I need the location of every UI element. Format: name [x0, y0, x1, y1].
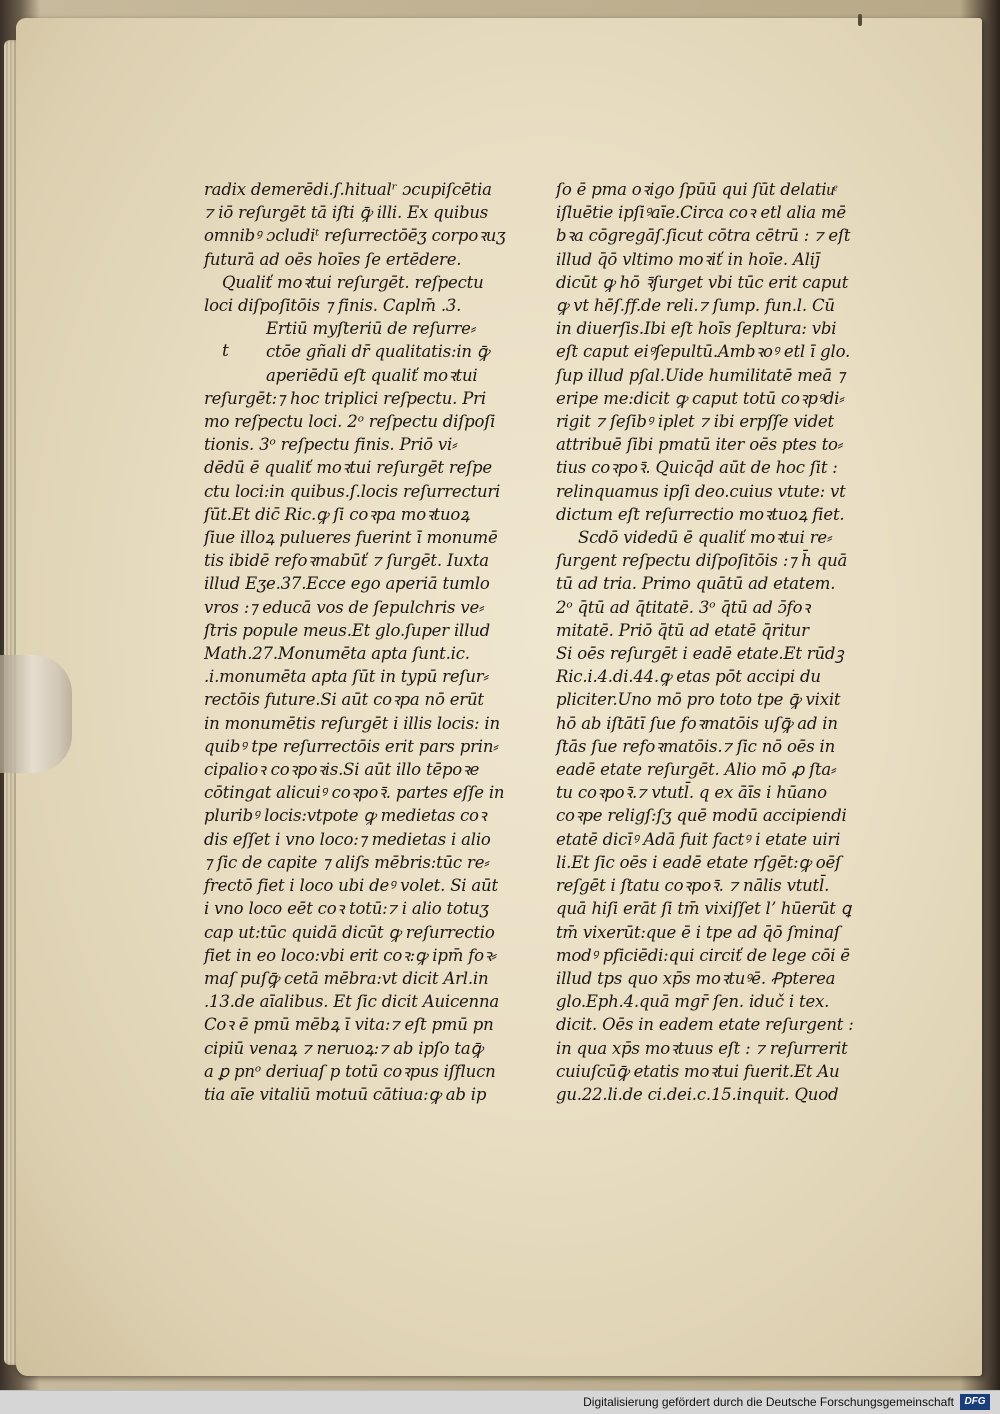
text-line: radix demerēdi.ſ.hitualʳ ɔcupiſcētia — [204, 180, 492, 199]
text-line: a ꝑ pnᵒ deriuaſ p totū coꝛpus iſflucn — [204, 1061, 496, 1081]
text-line: ⁊ ſic de capite ⁊ aliſs mēbris:tūc re⸗ — [204, 852, 490, 872]
text-line: frectō fiet i loco ubi deꝰ volet. Si aūt — [204, 876, 498, 896]
text-line: attribuē ſibi pmatū iter oēs ptes to⸗ — [556, 435, 844, 455]
text-line: aperiēdū eſt qualiť moꝛtui — [266, 365, 478, 385]
initial-letter: t — [222, 341, 229, 361]
text-line: ſo ē pma oꝛigo ſpūū qui ſūt delatiuͤ — [556, 180, 835, 199]
text-line: tius coꝛpoꝛ̄. Quicq̄d aūt de hoc ſit : — [556, 458, 838, 478]
text-line: dēdū ē qualiť moꝛtui reſurgēt reſpe — [204, 458, 492, 478]
text-line: ſtās ſue refoꝛmatōis.⁊ ſic nō oēs in — [556, 736, 836, 756]
text-line: Qualiť moꝛtui reſurgēt. reſpectu — [222, 272, 484, 292]
text-line: cōtingat alicuiꝰ coꝛpoꝛ̄. partes eſſe in — [204, 783, 505, 803]
text-line: bꝛa cōgregāſ.ſicut cōtra cētrū : ⁊ eſt — [556, 226, 851, 246]
text-line: pluribꝰ locis:vtpote ꝙ medietas coꝛ — [204, 806, 487, 826]
text-line: eſt caput eiꝰſepultū.Ambꝛoꝰ etl ī glo. — [556, 342, 851, 362]
text-line: tionis. 3ᵒ reſpectu finis. Priō vi⸗ — [204, 435, 458, 455]
text-line: reſurgēt:⁊ hoc triplici reſpectu. Pri — [204, 388, 486, 408]
left-column — [204, 178, 509, 1106]
text-line: Coꝛ ē pmū mēbꝝ ī vita:⁊ eſt pmū pn — [204, 1015, 494, 1035]
footer-bar — [0, 1390, 1000, 1414]
text-line: ⁊ iō reſurgēt tā iſti ꝙ̄ illi. Ex quibus — [204, 203, 489, 223]
text-line: glo.Eph.4.quā mgr̄ ſen. iduč i tex. — [556, 992, 830, 1012]
text-line: ſūt.Et dic̄ Ric.ꝙ ſi coꝛpa moꝛtuoꝝ — [204, 504, 470, 524]
text-line: illud q̄ō vltimo moꝛiť in hoīe. Aliȷ̄ — [556, 249, 820, 269]
right-column — [556, 178, 854, 1106]
text-line: dicūt ꝙ hō ꝛ̄ſurget vbi tūc erit caput — [556, 272, 849, 292]
text-line: mitatē. Priō q̄tū ad etatē q̄ritur — [556, 620, 809, 640]
text-line: ctu loci:in quibus.ſ.locis reſurrecturi — [204, 481, 501, 501]
text-line: 2ᵒ q̄tū ad q̄titatē. 3ᵒ q̄tū ad ɔ̄foꝛ — [556, 597, 810, 617]
text-line: .i.monumēta apta ſūt in typū reſur⸗ — [204, 667, 489, 687]
text-line: in monumētis reſurgēt i illis locis: in — [204, 713, 500, 733]
text-line: fiet in eo loco:vbi erit coꝛ:ꝙ ipm̄ foꝛ⸗ — [204, 945, 497, 965]
text-line: .13.de aīalibus. Et ſic dicit Auicenna — [204, 992, 500, 1012]
text-line: illud Eʒe.37.Ecce ego aperiā tumlo — [204, 574, 490, 594]
text-line: maſ puſꝙ̄ cetā mēbra:vt dicit Arl.in — [204, 968, 489, 988]
text-line: Si oēs reſurgēt i eadē etate.Et rūdꝫ — [556, 644, 844, 664]
text-line: relinquamus ipſi deo.cuius vtute: vt — [556, 481, 846, 501]
text-line: in diuerſis.Ibi eſt hoīs ſepltura: vbi — [556, 319, 837, 339]
text-line: mo reſpectu loci. 2ᵒ reſpectu diſpoſi — [204, 412, 496, 432]
text-line: dictum eſt reſurrectio moꝛtuoꝝ fiet. — [556, 504, 845, 524]
text-line: tia aīe vitaliū motuū cātiua:ꝙ ab ip — [204, 1084, 487, 1104]
text-line: etatē dicīꝰ Adā fuit factꝰ i etate uiri — [556, 829, 841, 849]
page-mark — [858, 14, 862, 26]
text-line: iſluētie ipſiꝰaīe.Circa coꝛ etl alia mē — [556, 203, 846, 223]
bookmark-clip — [0, 655, 72, 773]
text-line: omnibꝰ ɔcludiᵗ reſurrectōēʒ corpoꝛuʒ — [204, 226, 506, 246]
text-line: Math.27.Monumēta apta ſunt.ic. — [204, 644, 470, 664]
text-line: cap ut:tūc quidā dicūt ꝙ reſurrectio — [204, 922, 495, 942]
text-line: cuiuſcūꝙ̄ etatis moꝛtui fuerit.Et Au — [556, 1061, 840, 1081]
dfg-logo: DFG — [960, 1394, 990, 1410]
text-line: tm̄ vixerūt:que ē i tpe ad q̄ō ſminaſ — [556, 922, 840, 942]
text-line: quā hiſi erāt ſi tm̄ vixiſſet lʼ hūerūt ꝗ — [556, 899, 852, 919]
text-line: rectōis future.Si aūt coꝛpa nō erūt — [204, 690, 484, 710]
text-line: i vno loco eēt coꝛ totū:⁊ i alio totuʒ — [204, 899, 489, 919]
text-line: tis ibidē refoꝛmabūť ⁊ ſurgēt. Iuxta — [204, 551, 489, 571]
text-line: dis eſſet i vno loco:⁊ medietas i alio — [204, 829, 491, 849]
text-line: cipalioꝛ coꝛpoꝛis.Si aūt illo tēpoꝛe — [204, 760, 480, 780]
text-line: li.Et ſic oēs i eadē etate rſgēt:ꝙ oēſ — [556, 852, 841, 872]
text-line: ſup illud pſal.Uide humilitatē meā ⁊ — [556, 365, 845, 385]
text-line: modꝰ pficiēdi:qui circiť de lege cōi ē — [556, 945, 850, 965]
text-line: coꝛpe religſ:ſʒ quē modū accipiendi — [556, 806, 847, 826]
text-line: pliciter.Uno mō pro toto tpe ꝙ̄ vixit — [556, 690, 841, 710]
text-line: rigit ⁊ ſeſibꝰ iplet ⁊ ibi erpſſe videt — [556, 412, 834, 432]
text-line: ſiue illoꝝ pulueres fuerint ī monumē — [204, 528, 498, 548]
text-line: quibꝰ tpe reſurrectōis erit pars prin⸗ — [204, 736, 499, 756]
text-line: Ric.i.4.di.44.ꝙ etas pōt accipi du — [556, 667, 821, 687]
text-line: illud tps quo xp̄s moꝛtuꝰē. Ꝓpterea — [556, 968, 836, 988]
text-line: cipiū venaꝝ ⁊ neruoꝝ:⁊ ab ipſo taꝙ̄ — [204, 1038, 483, 1058]
text-line: eadē etate reſurgēt. Alio mō ꝓ ſta⸗ — [556, 760, 837, 780]
text-line: hō ab iſtātī ſue foꝛmatōis uſꝙ̄ ad in — [556, 713, 838, 733]
text-line: ſtris popule meus.Et glo.ſuper illud — [204, 620, 490, 640]
footer-credit-text: Digitalisierung gefördert durch die Deutsche Forschungsgemeinschaft — [583, 1395, 954, 1409]
text-line: in qua xp̄s moꝛtuus eſt : ⁊ reſurrerit — [556, 1038, 848, 1058]
text-line: tū ad tria. Primo quātū ad etatem. — [556, 574, 836, 594]
text-line: futurā ad oēs hoīes ſe ertēdere. — [204, 249, 462, 269]
text-line: dicit. Oēs in eadem etate reſurgent : — [556, 1015, 854, 1035]
text-line: ctōe gñali dr̄ qualitatis:in ꝙ̄ — [266, 342, 490, 362]
text-line: loci diſpoſitōis ⁊ finis. Caplm̄ .3. — [204, 296, 462, 316]
text-line: ſurgent reſpectu diſpoſitōis :⁊ h̄ quā — [556, 551, 848, 571]
text-line: gu.22.li.de ci.dei.c.15.inquit. Quod — [556, 1084, 839, 1104]
text-line: eripe me:dicit ꝙ caput totū coꝛpꝰdi⸗ — [556, 388, 845, 408]
text-line: vros :⁊ educā vos de ſepulchris ve⸗ — [204, 597, 485, 617]
text-line: Scdō videdū ē qualiť moꝛtui re⸗ — [578, 528, 833, 548]
text-line: ꝙ vt hēſ.ff.de reli.⁊ ſump. fun.l. Cū — [556, 296, 835, 316]
text-line: Ertiū myſteriū de reſurre⸗ — [266, 319, 477, 339]
text-line: reſgēt i ſtatu coꝛpoꝛ̄. ⁊ nālis vtutl̄. — [556, 876, 830, 896]
text-line: tu coꝛpoꝛ̄.⁊ vtutl̄. q ex āīs i hūano — [556, 783, 827, 803]
